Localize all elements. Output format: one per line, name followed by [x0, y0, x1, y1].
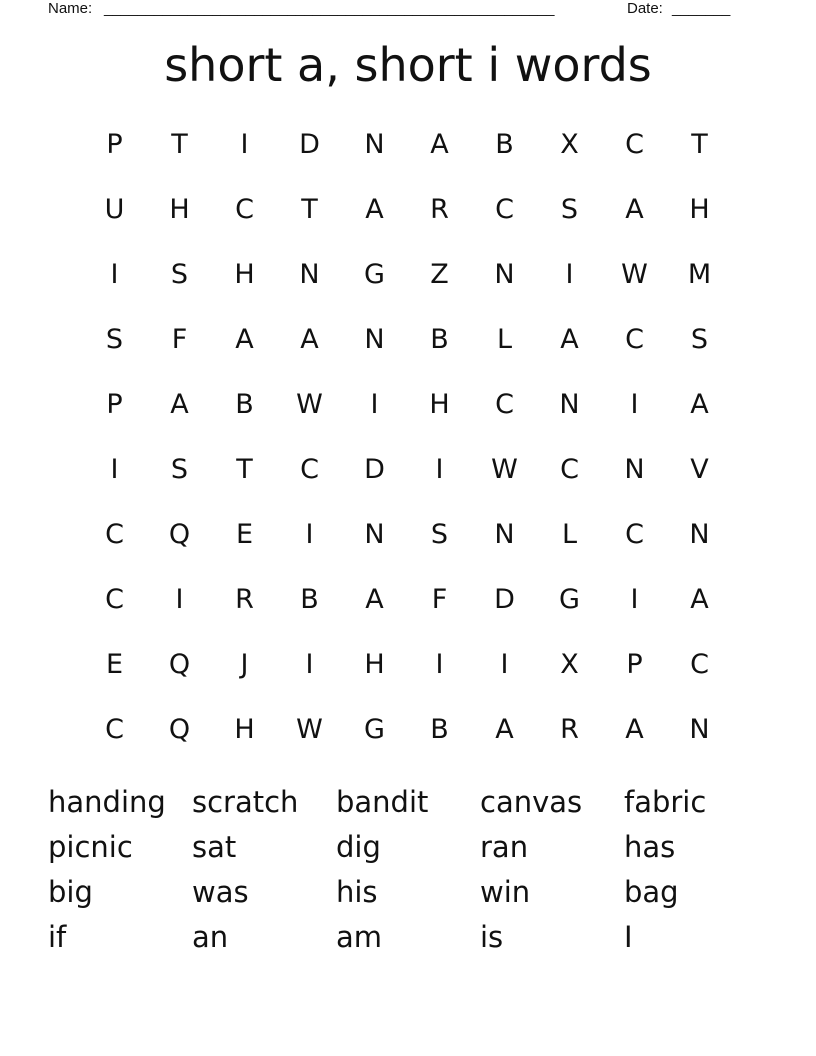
- grid-letter: T: [691, 129, 708, 160]
- name-label: Name:: [48, 0, 93, 17]
- grid-letter: C: [300, 454, 319, 485]
- grid-letter: F: [431, 584, 448, 615]
- grid-letter: S: [690, 324, 709, 355]
- grid-letter: Q: [168, 714, 191, 745]
- grid-letter: B: [430, 324, 449, 355]
- word-list-item: am: [336, 920, 383, 954]
- word-list-item: scratch: [192, 785, 299, 819]
- grid-letter: I: [175, 584, 184, 615]
- grid-letter: U: [104, 194, 125, 225]
- grid-letter: N: [299, 259, 320, 290]
- date-label: Date:: [627, 0, 663, 17]
- grid-letter: X: [560, 129, 579, 160]
- grid-letter: I: [370, 389, 379, 420]
- grid-letter: I: [630, 584, 639, 615]
- grid-letter: A: [560, 324, 579, 355]
- grid-letter: I: [435, 454, 444, 485]
- grid-letter: D: [364, 454, 385, 485]
- grid-letter: I: [565, 259, 574, 290]
- grid-letter: W: [296, 389, 323, 420]
- word-list-item: bag: [624, 875, 679, 909]
- grid-letter: N: [364, 129, 385, 160]
- grid-letter: I: [630, 389, 639, 420]
- grid-letter: B: [495, 129, 514, 160]
- grid-letter: S: [430, 519, 449, 550]
- grid-letter: N: [364, 324, 385, 355]
- grid-letter: C: [625, 519, 644, 550]
- grid-letter: A: [625, 714, 644, 745]
- grid-letter: G: [364, 714, 385, 745]
- grid-letter: D: [299, 129, 320, 160]
- word-list-item: his: [336, 875, 378, 909]
- word-list-item: bandit: [336, 785, 429, 819]
- grid-letter: N: [559, 389, 580, 420]
- grid-letter: A: [690, 389, 709, 420]
- grid-letter: W: [621, 259, 648, 290]
- grid-letter: N: [689, 519, 710, 550]
- grid-letter: C: [235, 194, 254, 225]
- grid-letter: A: [170, 389, 189, 420]
- grid-letter: N: [494, 259, 515, 290]
- word-list-item: big: [48, 875, 93, 909]
- page-title: short a, short i words: [164, 38, 652, 92]
- grid-letter: S: [560, 194, 579, 225]
- grid-letter: P: [626, 649, 643, 680]
- word-list-item: I: [624, 920, 633, 954]
- grid-letter: T: [301, 194, 318, 225]
- grid-letter: A: [495, 714, 514, 745]
- grid-letter: T: [171, 129, 188, 160]
- grid-letter: A: [365, 194, 384, 225]
- grid-letter: Q: [168, 649, 191, 680]
- grid-letter: F: [171, 324, 188, 355]
- letter-grid: [82, 112, 732, 762]
- grid-letter: B: [235, 389, 254, 420]
- grid-letter: I: [435, 649, 444, 680]
- grid-letter: C: [625, 129, 644, 160]
- grid-letter: I: [500, 649, 509, 680]
- name-blank-line: ______________________________________________________: [104, 0, 555, 17]
- grid-letter: C: [495, 389, 514, 420]
- grid-letter: H: [234, 259, 255, 290]
- grid-letter: B: [430, 714, 449, 745]
- grid-letter: A: [430, 129, 449, 160]
- grid-letter: Z: [430, 259, 449, 290]
- grid-letter: T: [236, 454, 253, 485]
- grid-letter: H: [689, 194, 710, 225]
- grid-letter: C: [495, 194, 514, 225]
- grid-letter: X: [560, 649, 579, 680]
- grid-letter: I: [305, 519, 314, 550]
- grid-letter: G: [559, 584, 580, 615]
- word-list-item: win: [480, 875, 531, 909]
- grid-letter: I: [305, 649, 314, 680]
- word-list-item: picnic: [48, 830, 133, 864]
- grid-letter: R: [560, 714, 579, 745]
- grid-letter: R: [235, 584, 254, 615]
- word-list-item: ran: [480, 830, 529, 864]
- grid-letter: A: [625, 194, 644, 225]
- grid-letter: H: [234, 714, 255, 745]
- grid-letter: M: [687, 259, 712, 290]
- grid-letter: C: [625, 324, 644, 355]
- grid-letter: H: [364, 649, 385, 680]
- grid-letter: J: [240, 649, 249, 680]
- grid-letter: B: [300, 584, 319, 615]
- grid-letter: C: [560, 454, 579, 485]
- grid-letter: H: [429, 389, 450, 420]
- grid-letter: C: [105, 519, 124, 550]
- grid-letter: N: [689, 714, 710, 745]
- grid-letter: W: [296, 714, 323, 745]
- word-list-item: sat: [192, 830, 237, 864]
- grid-letter: Q: [168, 519, 191, 550]
- header-line: [0, 0, 816, 20]
- grid-letter: S: [170, 454, 189, 485]
- grid-letter: G: [364, 259, 385, 290]
- word-list-item: canvas: [480, 785, 583, 819]
- grid-letter: L: [561, 519, 578, 550]
- grid-letter: N: [494, 519, 515, 550]
- grid-letter: E: [105, 649, 124, 680]
- grid-letter: E: [235, 519, 254, 550]
- grid-letter: R: [430, 194, 449, 225]
- grid-letter: C: [105, 584, 124, 615]
- word-list-item: is: [480, 920, 504, 954]
- date-blank-line: _______: [672, 0, 731, 17]
- word-list-item: has: [624, 830, 676, 864]
- grid-letter: P: [106, 389, 123, 420]
- grid-letter: W: [491, 454, 518, 485]
- grid-letter: L: [496, 324, 513, 355]
- grid-letter: A: [690, 584, 709, 615]
- word-list-item: dig: [336, 830, 381, 864]
- grid-letter: I: [110, 259, 119, 290]
- grid-letter: I: [110, 454, 119, 485]
- word-list-item: handing: [48, 785, 166, 819]
- grid-letter: N: [364, 519, 385, 550]
- word-list-item: if: [48, 920, 67, 954]
- grid-letter: N: [624, 454, 645, 485]
- grid-letter: V: [690, 454, 709, 485]
- word-list-item: was: [192, 875, 249, 909]
- grid-letter: A: [365, 584, 384, 615]
- grid-letter: I: [240, 129, 249, 160]
- grid-letter: A: [300, 324, 319, 355]
- grid-letter: A: [235, 324, 254, 355]
- grid-letter: H: [169, 194, 190, 225]
- grid-letter: C: [690, 649, 709, 680]
- word-list: [48, 780, 768, 960]
- grid-letter: S: [170, 259, 189, 290]
- word-list-item: an: [192, 920, 229, 954]
- grid-letter: C: [105, 714, 124, 745]
- grid-letter: D: [494, 584, 515, 615]
- word-list-item: fabric: [624, 785, 707, 819]
- grid-letter: S: [105, 324, 124, 355]
- grid-letter: P: [106, 129, 123, 160]
